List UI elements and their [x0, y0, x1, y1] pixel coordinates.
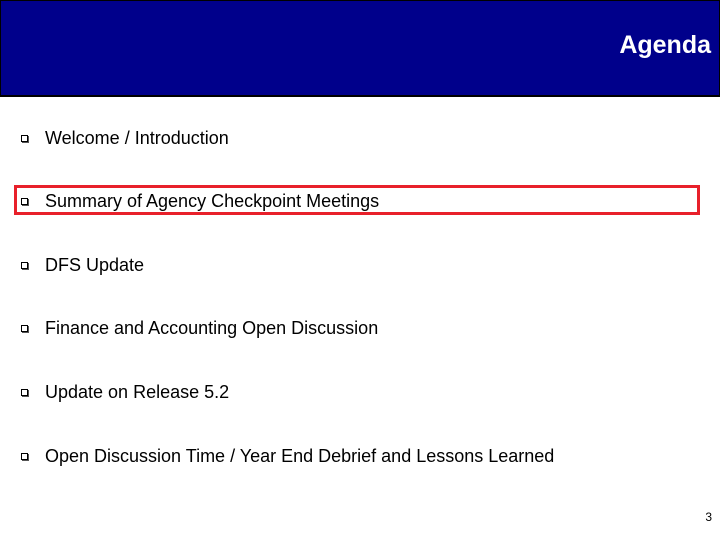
- agenda-item: [21, 123, 229, 153]
- agenda-item-label: Summary of Agency Checkpoint Meetings: [45, 190, 380, 211]
- agenda-item-label: Open Discussion Time / Year End Debrief and Lessons Learned: [45, 445, 555, 466]
- checkbox-square-icon: [21, 389, 28, 396]
- page-number: 3: [705, 510, 712, 524]
- agenda-item: [21, 313, 378, 343]
- checkbox-square-icon: [21, 325, 28, 332]
- agenda-item-label: Finance and Accounting Open Discussion: [45, 317, 379, 338]
- agenda-item: [21, 441, 554, 471]
- agenda-item: [21, 377, 229, 407]
- checkbox-square-icon: [21, 262, 28, 269]
- checkbox-square-icon: [21, 453, 28, 460]
- checkbox-square-icon: [21, 135, 28, 142]
- agenda-item-label: Welcome / Introduction: [45, 127, 229, 148]
- agenda-item-label: Update on Release 5.2: [45, 381, 230, 402]
- page-title: Agenda: [619, 31, 711, 59]
- highlight-box: [14, 185, 700, 215]
- agenda-item: [21, 250, 144, 280]
- agenda-item-label: DFS Update: [45, 254, 145, 275]
